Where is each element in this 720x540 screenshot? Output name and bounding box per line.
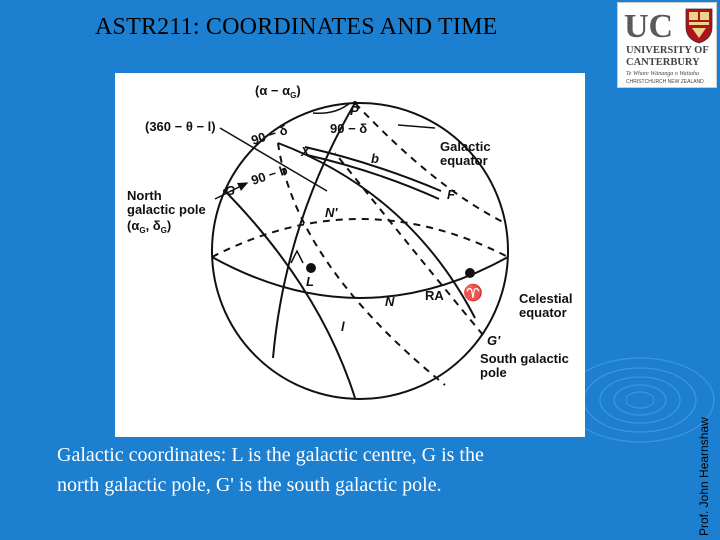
- label-ninety-b: 90 − b: [249, 162, 290, 188]
- label-b: b: [371, 151, 379, 166]
- logo-line-3: Te Whare Wānanga o Waitaha: [626, 71, 700, 77]
- crest-icon: [686, 9, 712, 43]
- logo-graphic: [618, 3, 718, 89]
- label-angle-360: (360 − θ − l): [145, 119, 216, 134]
- label-ninety-delta-left: 90 − δ: [249, 122, 290, 148]
- great-circle-gprime: [335, 153, 483, 335]
- logo-letters: UC: [624, 8, 674, 45]
- label-north-3: ($\alpha_G$, $\delta_G$): [127, 218, 172, 235]
- point-l: [306, 263, 316, 273]
- logo-line-1: UNIVERSITY OF: [626, 45, 709, 56]
- galactic-equator-leader: [398, 125, 435, 128]
- label-galactic-2: equator: [440, 153, 488, 168]
- label-celestial-1: Celestial: [519, 291, 573, 306]
- label-g: G: [225, 183, 236, 198]
- caption-line-2: north galactic pole, G' is the south galactic pole.: [57, 474, 442, 496]
- label-g-prime: G': [487, 333, 501, 348]
- galactic-equator-back: [278, 143, 445, 385]
- label-l: L: [306, 274, 314, 289]
- slide-title: ASTR211: COORDINATES AND TIME: [95, 14, 498, 40]
- label-south-2: pole: [480, 365, 507, 380]
- label-aries: ♈: [463, 285, 483, 302]
- point-aries: [465, 268, 475, 278]
- celestial-sphere-svg: [115, 73, 585, 437]
- slide-caption: [57, 440, 677, 500]
- great-circle-g: [225, 191, 355, 398]
- label-f: F: [447, 187, 455, 202]
- label-ninety-delta-right: 90 − δ: [330, 121, 368, 136]
- label-x: X: [301, 144, 310, 159]
- university-logo: [617, 2, 717, 88]
- label-l-small: l: [341, 319, 345, 334]
- label-alpha-diff: $(\alpha - \alpha_G)$: [255, 83, 301, 100]
- label-p: P: [350, 103, 359, 118]
- logo-line-2: CANTERBURY: [626, 57, 700, 68]
- label-celestial-2: equator: [519, 305, 567, 320]
- label-galactic-1: Galactic: [440, 139, 491, 154]
- caption-line-1: Galactic coordinates: L is the galactic centre, G is the: [57, 444, 484, 466]
- galactic-coordinates-diagram: [115, 73, 585, 437]
- label-south-1: South galactic: [480, 351, 569, 366]
- label-n: N: [385, 294, 395, 309]
- label-north-2: galactic pole: [127, 202, 206, 217]
- logo-line-4: CHRISTCHURCH NEW ZEALAND: [626, 79, 704, 85]
- vertical-credit: Prof. John Hearnshaw: [697, 417, 711, 536]
- label-north-1: North: [127, 188, 162, 203]
- label-ra: RA: [425, 288, 444, 303]
- label-n-prime: N': [325, 205, 338, 220]
